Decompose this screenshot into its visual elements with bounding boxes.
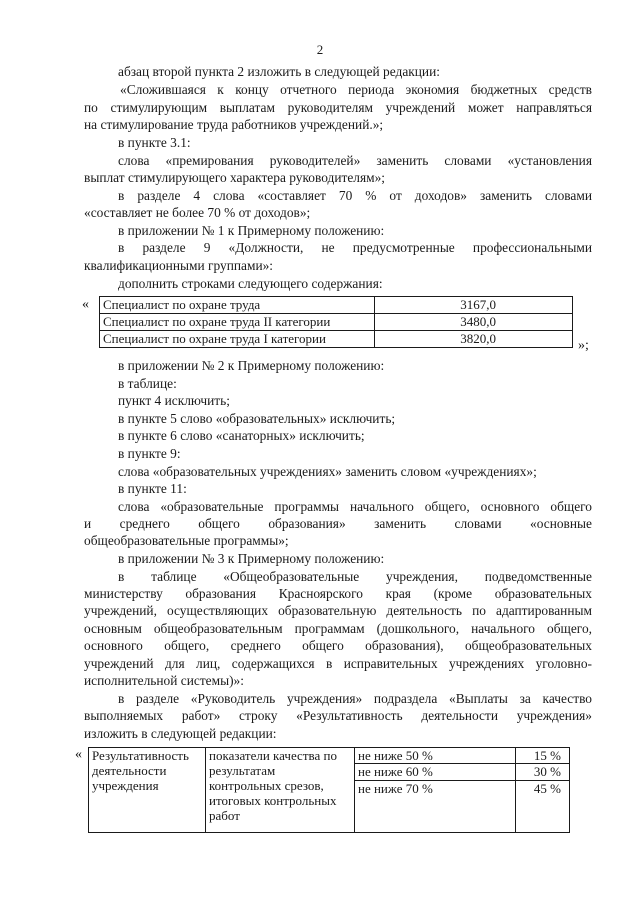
text-line: учреждений, осуществляющих образовательную деятельность по адаптированным [84,603,592,618]
text-line: в пункте 6 слово «санаторных» исключить; [118,428,365,443]
text-line: в приложении № 1 к Примерному положению: [118,223,385,238]
text-line: в разделе 9 «Должности, не предусмотренные профессиональными [118,240,592,255]
text-line: по стимулирующим выплатам руководителям учреждений может направляться [84,100,592,115]
value-cell: 3820,0 [375,331,573,348]
quote-open: « [82,297,89,312]
measure-line: итоговых контрольных [209,793,337,808]
percent-cell: 15 % [516,748,570,764]
text-line: в пункте 3.1: [118,135,191,150]
percent-cell: 30 % [516,764,570,780]
position-cell: Специалист по охране труда I категории [100,331,375,348]
text-line: пункт 4 исключить; [118,393,230,408]
measure-line: работ [209,808,240,823]
indicator-line: Результативность [92,748,189,763]
quote-open: « [75,747,82,762]
text-line: общеобразовательные программы»; [84,533,289,548]
table-row [100,331,573,348]
text-line: в пункте 9: [118,446,181,461]
indicator-line: учреждения [92,778,159,793]
text-line: в приложении № 2 к Примерному положению: [118,358,385,373]
position-cell: Специалист по охране труда II категории [100,314,375,331]
text-line: исполнительной системы)»: [84,673,244,688]
text-line: основного общего, среднего общего образования), общеобразовательных [84,638,592,653]
text-line: на стимулирование труда работников учреждений.»; [84,117,384,132]
text-line: в пункте 11: [118,481,187,496]
text-line: абзац второй пункта 2 изложить в следующей редакции: [118,64,440,79]
criterion-cell: не ниже 70 % [355,780,516,832]
positions-table [99,296,573,348]
criterion-cell: не ниже 50 % [355,748,516,764]
text-line: выплат стимулирующего характера руководителям»; [84,170,386,185]
text-line: в таблице: [118,376,177,391]
position-cell: Специалист по охране труда [100,297,375,314]
text-line: основным общеобразовательным программам (дошкольного, начального общего, [84,621,592,636]
text-line: изложить в следующей редакции: [84,726,277,741]
text-line: слова «образовательные программы начального общего, основного общего [118,499,592,514]
indicator-cell [89,748,206,833]
measure-line: показатели качества по [209,748,337,763]
table-row [100,314,573,331]
text-line: и среднего общего образования» заменить словами «основные [84,516,592,531]
text-line: дополнить строками следующего содержания: [118,276,383,291]
value-cell: 3480,0 [375,314,573,331]
quote-close: »; [578,338,589,353]
criterion-cell: не ниже 60 % [355,764,516,780]
text-line: в пункте 5 слово «образовательных» исключить; [118,411,396,426]
text-line: квалификационными группами»: [84,258,274,273]
percent-cell: 45 % [516,780,570,832]
results-table [88,747,570,833]
text-line: министерству образования Красноярского края (кроме образовательных [84,586,592,601]
measure-cell [206,748,355,833]
indicator-line: деятельности [92,763,167,778]
measure-line: контрольных срезов, [209,778,324,793]
text-line: «составляет не более 70 % от доходов»; [84,205,311,220]
text-line: слова «премирования руководителей» заменить словами «установления [118,153,592,168]
value-cell: 3167,0 [375,297,573,314]
page-number: 2 [316,42,324,57]
table-row [89,748,570,764]
text-line: в разделе «Руководитель учреждения» подраздела «Выплаты за качество [118,691,592,706]
text-line: слова «образовательных учреждениях» заменить словом «учреждениях»; [118,464,537,479]
measure-line: результатам [209,763,276,778]
text-line: в приложении № 3 к Примерному положению: [118,551,385,566]
text-line: в таблице «Общеобразовательные учреждения, подведомственные [118,569,592,584]
text-line: в разделе 4 слова «составляет 70 % от доходов» заменить словами [118,188,592,203]
table-row [100,297,573,314]
text-line: учреждений для лиц, содержащихся в исправительных учреждениях уголовно- [84,656,592,671]
text-line: выполняемых работ» строку «Результативность деятельности учреждения» [84,708,592,723]
text-line: «Сложившаяся к концу отчетного периода экономия бюджетных средств [120,82,592,97]
